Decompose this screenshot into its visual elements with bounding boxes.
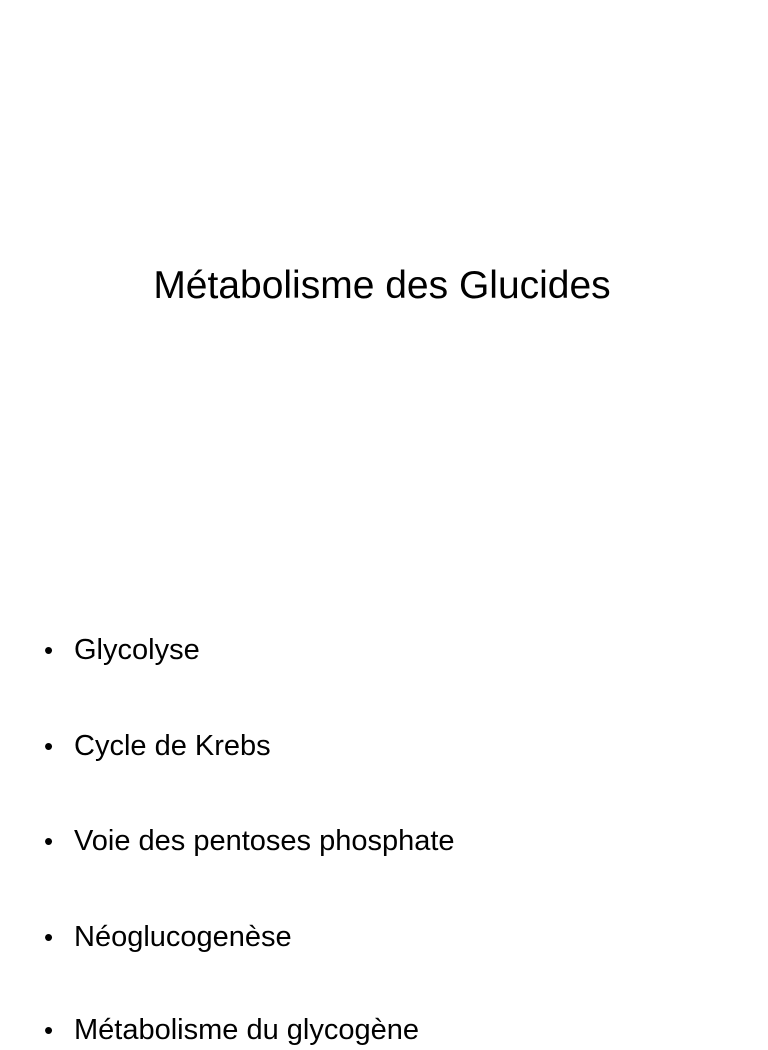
bullet-item xyxy=(44,917,292,957)
bullet-item xyxy=(44,630,200,670)
bullet-item xyxy=(44,821,455,861)
bullet-item xyxy=(44,726,271,766)
bullet-text: Glycolyse xyxy=(74,634,200,666)
bullet-text: Métabolisme du glycogène xyxy=(74,1014,419,1046)
bullet-text: Cycle de Krebs xyxy=(74,730,271,762)
bullet-icon: • xyxy=(44,922,54,952)
bullet-icon: • xyxy=(44,731,54,761)
bullet-item xyxy=(44,1010,419,1050)
bullet-icon: • xyxy=(44,826,54,856)
bullet-icon: • xyxy=(44,1015,54,1045)
slide-title: Métabolisme des Glucides xyxy=(153,264,611,307)
bullet-text: Voie des pentoses phosphate xyxy=(74,825,455,857)
bullet-icon: • xyxy=(44,635,54,665)
bullet-text: Néoglucogenèse xyxy=(74,921,292,953)
